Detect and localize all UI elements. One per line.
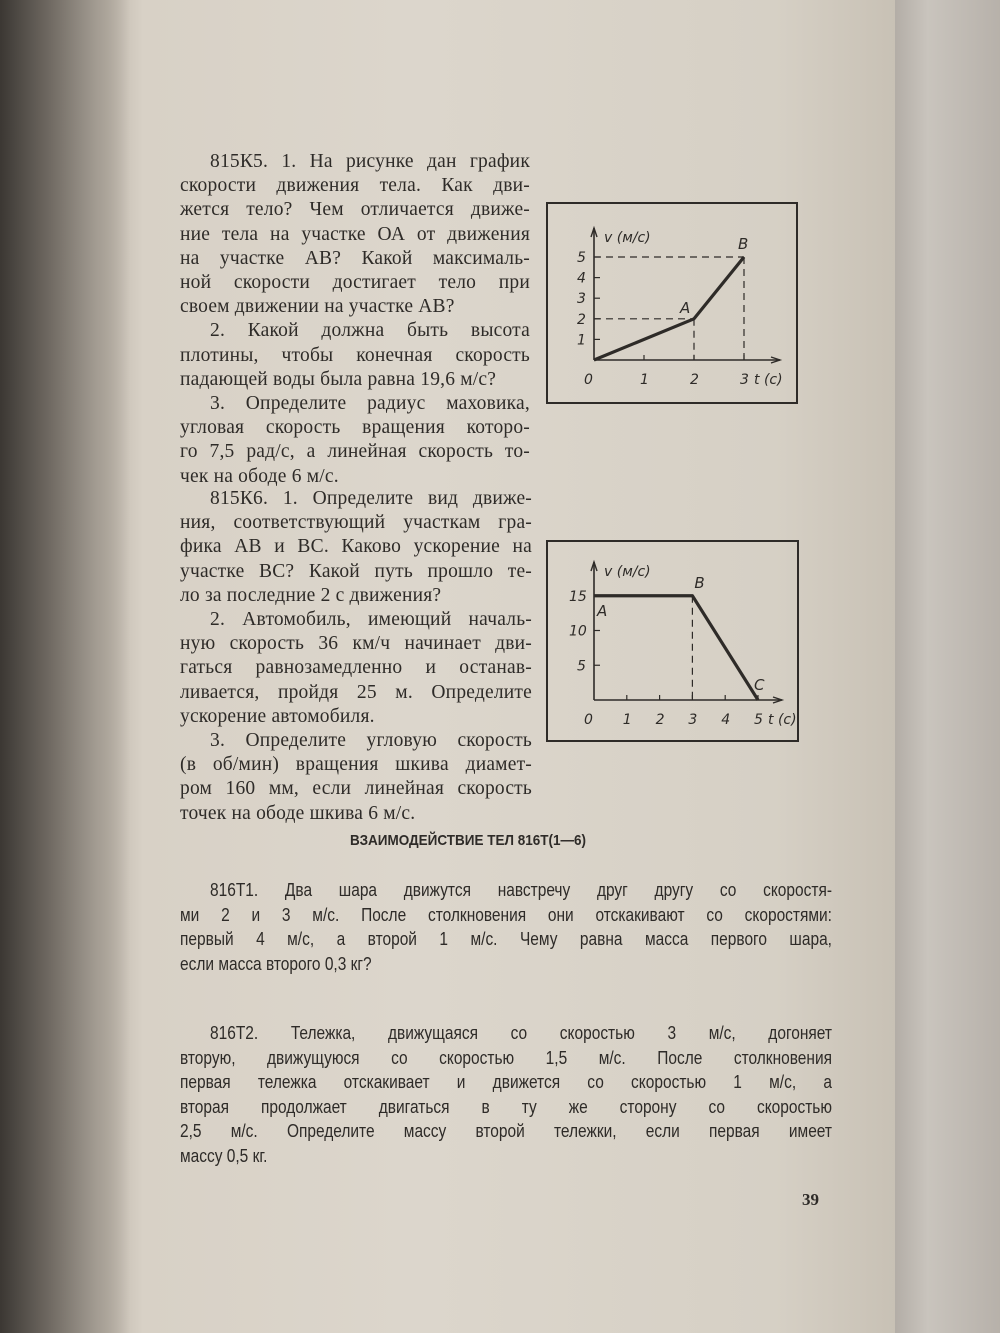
x-tick-label: 3 (740, 372, 749, 388)
problem-text-line: ния, соответствующий участкам гра- (180, 512, 532, 534)
origin-label: 0 (584, 712, 593, 728)
problem-heading-line: 816Т2. Тележка, движущаяся со скоростью 3 м/с, догоняет (210, 1023, 832, 1043)
problem-text-line: на участке АВ? Какой максималь- (180, 247, 530, 269)
problem-heading-line: 816Т1. Два шара движутся навстречу друг другу со скоростя- (210, 880, 832, 900)
problem-text-line: чек на ободе 6 м/с. (180, 465, 339, 487)
y-tick-label: 3 (577, 291, 586, 308)
problem-text-line: своем движении на участке АВ? (180, 296, 455, 318)
problem-text-line: (в об/мин) вращения шкива диамет- (180, 754, 532, 776)
x-tick-label: 2 (655, 712, 665, 728)
problem-text-line: угловая скорость вращения которо- (180, 417, 530, 439)
y-axis-label: v (м/с) (604, 564, 651, 580)
chart-frame (547, 541, 798, 741)
velocity-line (594, 257, 744, 360)
problem-text-line: участке ВС? Какой путь прошло те- (180, 560, 532, 582)
point-label: B (694, 573, 705, 592)
problem-heading-line: 815К5. 1. На рисунке дан график (210, 151, 530, 172)
problem-text-line: 3. Определите радиус маховика, (210, 393, 530, 414)
y-tick-label: 2 (577, 311, 586, 328)
problem-text-line: плотины, чтобы конечная скорость (180, 344, 530, 366)
velocity-line (594, 596, 758, 700)
y-tick-label: 5 (577, 250, 586, 266)
problem-text-line: первая тележка отскакивает и движется со скоростью 1 м/с, а (180, 1072, 832, 1092)
x-tick-label: 4 (721, 712, 731, 728)
origin-label: 0 (584, 372, 593, 388)
point-label: A (680, 298, 691, 317)
y-tick-label: 10 (569, 623, 587, 640)
x-axis-label: t (с) (754, 372, 783, 388)
problem-text-line: ло за последние 2 с движения? (180, 584, 442, 606)
problem-heading-line: 815К6. 1. Определите вид движе- (210, 488, 532, 509)
section-heading: ВЗАИМОДЕЙСТВИЕ ТЕЛ 816Т(1—6) (350, 832, 586, 849)
problem-text-line: ускорение автомобиля. (180, 705, 375, 727)
point-label: B (738, 235, 749, 253)
x-tick-label: 2 (690, 372, 699, 388)
x-axis-label: t (с) (768, 712, 797, 728)
problem-text-line: 3. Определите угловую скорость (210, 730, 532, 751)
problem-text-line: 2. Какой должна быть высота (210, 320, 530, 342)
y-tick-label: 5 (577, 658, 586, 675)
problem-text-line: 2. Автомобиль, имеющий началь- (210, 609, 532, 630)
problem-text-line: ливается, пройдя 25 м. Определите (180, 681, 532, 703)
problem-text-line: жется тело? Чем отличается движе- (180, 199, 530, 221)
x-tick-label: 1 (640, 372, 649, 388)
x-tick-label: 5 (754, 712, 763, 728)
y-tick-label: 4 (577, 270, 586, 287)
x-tick-label: 3 (688, 712, 698, 728)
problem-text-line: падающей воды была равна 19,6 м/с? (180, 368, 497, 390)
problem-text-line: 2,5 м/с. Определите массу второй тележки, если первая имеет (180, 1121, 832, 1141)
problem-text-line: если масса второго 0,3 кг? (180, 953, 372, 974)
point-label: A (597, 601, 608, 620)
problem-text-line: точек на ободе шкива 6 м/с. (180, 802, 416, 824)
problem-text-line: вторую, движущуюся со скоростью 1,5 м/с. После столкновения (180, 1047, 832, 1068)
page-number: 39 (802, 1190, 819, 1209)
x-tick-label: 1 (622, 712, 632, 728)
problem-text-line: ние тела на участке ОА от движения (180, 223, 530, 245)
problem-text-line: ром 160 мм, если линейная скорость (180, 778, 532, 800)
problem-text-line: гаться равнозамедленно и останав- (180, 657, 532, 679)
problem-text-line: массу 0,5 кг. (180, 1145, 268, 1166)
problem-text-line: го 7,5 рад/с, а линейная скорость то- (180, 441, 530, 463)
problem-text-line: первый 4 м/с, а второй 1 м/с. Чему равна масса первого шара, (180, 929, 832, 949)
y-tick-label: 1 (577, 332, 586, 349)
problem-text-line: ми 2 и 3 м/с. После столкновения они отскакивают со скоростями: (180, 904, 832, 925)
y-tick-label: 15 (569, 588, 587, 605)
problem-text-line: скорости движения тела. Как дви- (180, 175, 530, 197)
problem-text-line: ной скорости достигает тело при (180, 272, 530, 293)
problem-text-line: фика АВ и ВС. Каково ускорение на (180, 536, 532, 558)
y-axis-label: v (м/с) (604, 230, 651, 246)
problem-text-line: ную скорость 36 км/ч начинает дви- (180, 633, 532, 655)
point-label: C (754, 676, 765, 694)
problem-text-line: вторая продолжает двигаться в ту же сторону со скоростью (180, 1096, 832, 1117)
